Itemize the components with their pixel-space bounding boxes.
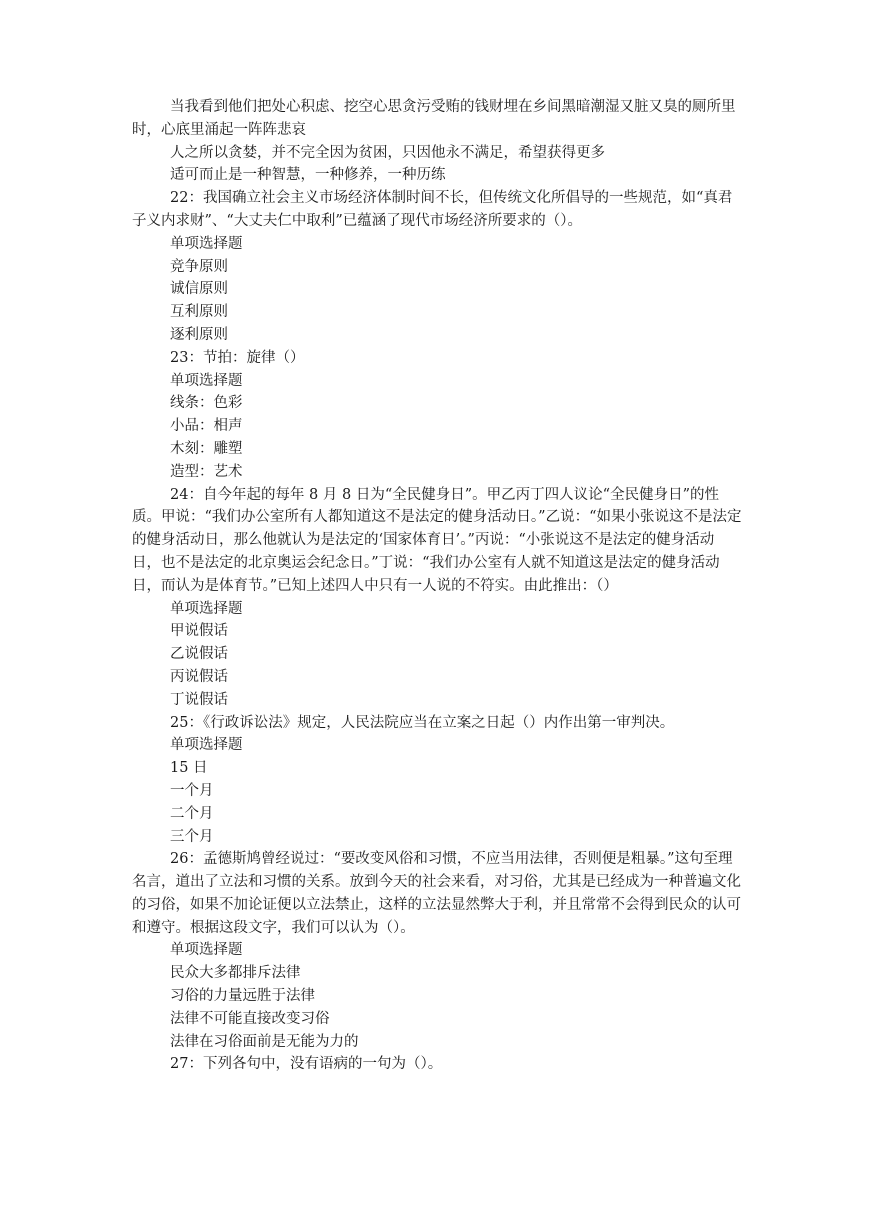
option-item: 乙说假话 xyxy=(170,646,228,663)
option-item: 甲说假话 xyxy=(170,623,228,640)
document-page xyxy=(132,96,742,1076)
option-item: 逐利原则 xyxy=(170,326,228,343)
option-item: 二个月 xyxy=(170,805,214,822)
option-item: 造型：艺术 xyxy=(170,463,243,480)
option-item: 丁说假话 xyxy=(170,691,228,708)
question-26: 26：孟德斯鸠曾经说过：“要改变风俗和习惯，不应当用法律，否则便是粗暴。”这句至理名言，道出了立法和习惯的关系。放到今天的社会来看，对习俗，尤其是已经成为一种普遍文化的习俗，如果不加论证便以立法禁止，这样的立法显然弊大于利，并且常常不会得到民众的认可和遵守。根据这段文字，我们可以认为（）。 xyxy=(132,851,741,936)
option-item: 15 日 xyxy=(170,760,208,777)
option-item: 一个月 xyxy=(170,782,214,799)
question-type-label: 单项选择题 xyxy=(170,372,243,389)
option-item: 小品：相声 xyxy=(170,418,243,435)
option-item: 丙说假话 xyxy=(170,668,228,685)
question-24: 24：自今年起的每年 8 月 8 日为“全民健身日”。甲乙丙丁四人议论“全民健身日”的性质。甲说：“我们办公室所有人都知道这不是法定的健身活动日。”乙说：“如果小张说这不是法定的健身活动日，那么他就认为是法定的‘国家体育日’。”丙说：“小张说这不是法定的健身活动日，也不是法定的北京奥运会纪念日。”丁说：“我们办公室有人就不知道这是法定的健身活动日，而认为是体育节。”已知上述四人中只有一人说的不符实。由此推出：（） xyxy=(132,486,742,594)
option-item: 法律在习俗面前是无能为力的 xyxy=(170,1033,359,1050)
option-item: 互利原则 xyxy=(170,304,228,321)
question-type-label: 单项选择题 xyxy=(170,737,243,754)
option-item: 竞争原则 xyxy=(170,258,228,275)
option-item: 诚信原则 xyxy=(170,281,228,298)
question-27: 27：下列各句中，没有语病的一句为（）。 xyxy=(170,1056,443,1073)
intro-line: 适可而止是一种智慧，一种修养，一种历练 xyxy=(170,167,446,184)
option-item: 民众大多都排斥法律 xyxy=(170,965,301,982)
option-item: 线条：色彩 xyxy=(170,395,243,412)
question-type-label: 单项选择题 xyxy=(170,600,243,617)
question-type-label: 单项选择题 xyxy=(170,235,243,252)
question-type-label: 单项选择题 xyxy=(170,942,243,959)
question-23: 23：节拍：旋律（） xyxy=(170,349,305,366)
question-22: 22：我国确立社会主义市场经济体制时间不长，但传统文化所倡导的一些规范，如“真君子义内求财”、“大丈夫仁中取利”已蕴涵了现代市场经济所要求的（）。 xyxy=(132,190,733,229)
option-item: 习俗的力量远胜于法律 xyxy=(170,988,315,1005)
intro-line: 人之所以贪婪，并不完全因为贫困，只因他永不满足，希望获得更多 xyxy=(170,144,605,161)
intro-paragraph: 当我看到他们把处心积虑、挖空心思贪污受贿的钱财埋在乡间黑暗潮湿又脏又臭的厕所里时，心底里涌起一阵阵悲哀 xyxy=(132,99,736,138)
question-25: 25：《行政诉讼法》规定，人民法院应当在立案之日起（）内作出第一审判决。 xyxy=(170,714,675,731)
option-item: 法律不可能直接改变习俗 xyxy=(170,1010,330,1027)
option-item: 木刻：雕塑 xyxy=(170,440,243,457)
option-item: 三个月 xyxy=(170,828,214,845)
